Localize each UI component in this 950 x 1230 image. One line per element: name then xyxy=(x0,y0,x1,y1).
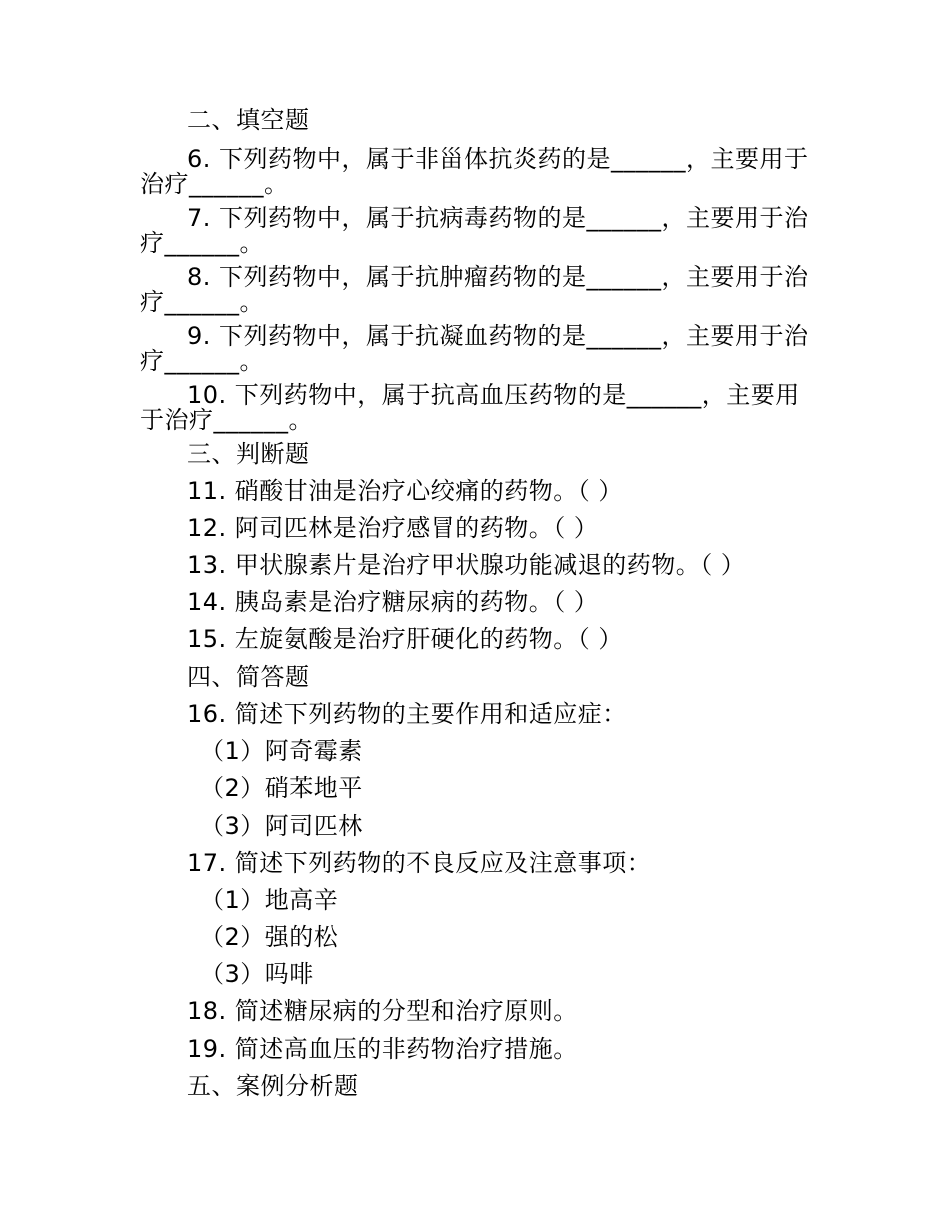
question-9-line2: 疗______。 xyxy=(140,347,264,375)
question-7-line1: 7. 下列药物中，属于抗病毒药物的是______，主要用于治 xyxy=(187,204,809,232)
question-10-line1: 10. 下列药物中，属于抗高血压药物的是______，主要用 xyxy=(187,381,800,409)
question-8-line1: 8. 下列药物中，属于抗肿瘤药物的是______，主要用于治 xyxy=(187,263,809,291)
question-16-item-3: （3）阿司匹林 xyxy=(200,812,363,840)
question-17: 17. 简述下列药物的不良反应及注意事项： xyxy=(187,849,652,877)
question-16-item-1: （1）阿奇霉素 xyxy=(200,737,363,765)
section-heading-short-answer: 四、简答题 xyxy=(187,663,310,691)
question-10-line2: 于治疗______。 xyxy=(140,406,313,434)
question-15: 15. 左旋氨酸是治疗肝硬化的药物。（ ） xyxy=(187,625,623,653)
question-12: 12. 阿司匹林是治疗感冒的药物。（ ） xyxy=(187,514,599,542)
question-9-line1: 9. 下列药物中，属于抗凝血药物的是______，主要用于治 xyxy=(187,322,809,350)
question-6-line2: 治疗______。 xyxy=(140,170,289,198)
question-16-item-2: （2）硝苯地平 xyxy=(200,774,363,802)
question-6-line1: 6. 下列药物中，属于非甾体抗炎药的是______，主要用于 xyxy=(187,145,809,173)
section-heading-true-false: 三、判断题 xyxy=(187,440,310,468)
question-8-line2: 疗______。 xyxy=(140,288,264,316)
question-7-line2: 疗______。 xyxy=(140,229,264,257)
question-11: 11. 硝酸甘油是治疗心绞痛的药物。（ ） xyxy=(187,477,623,505)
question-16: 16. 简述下列药物的主要作用和适应症： xyxy=(187,700,627,728)
question-14: 14. 胰岛素是治疗糖尿病的药物。（ ） xyxy=(187,588,599,616)
question-18: 18. 简述糖尿病的分型和治疗原则。 xyxy=(187,997,578,1025)
question-17-item-2: （2）强的松 xyxy=(200,923,339,951)
section-heading-fill-blank: 二、填空题 xyxy=(187,106,310,134)
section-heading-case-analysis: 五、案例分析题 xyxy=(187,1072,359,1100)
question-17-item-3: （3）吗啡 xyxy=(200,960,314,988)
question-19: 19. 简述高血压的非药物治疗措施。 xyxy=(187,1035,578,1063)
question-13: 13. 甲状腺素片是治疗甲状腺功能减退的药物。（ ） xyxy=(187,551,746,579)
question-17-item-1: （1）地高辛 xyxy=(200,886,339,914)
